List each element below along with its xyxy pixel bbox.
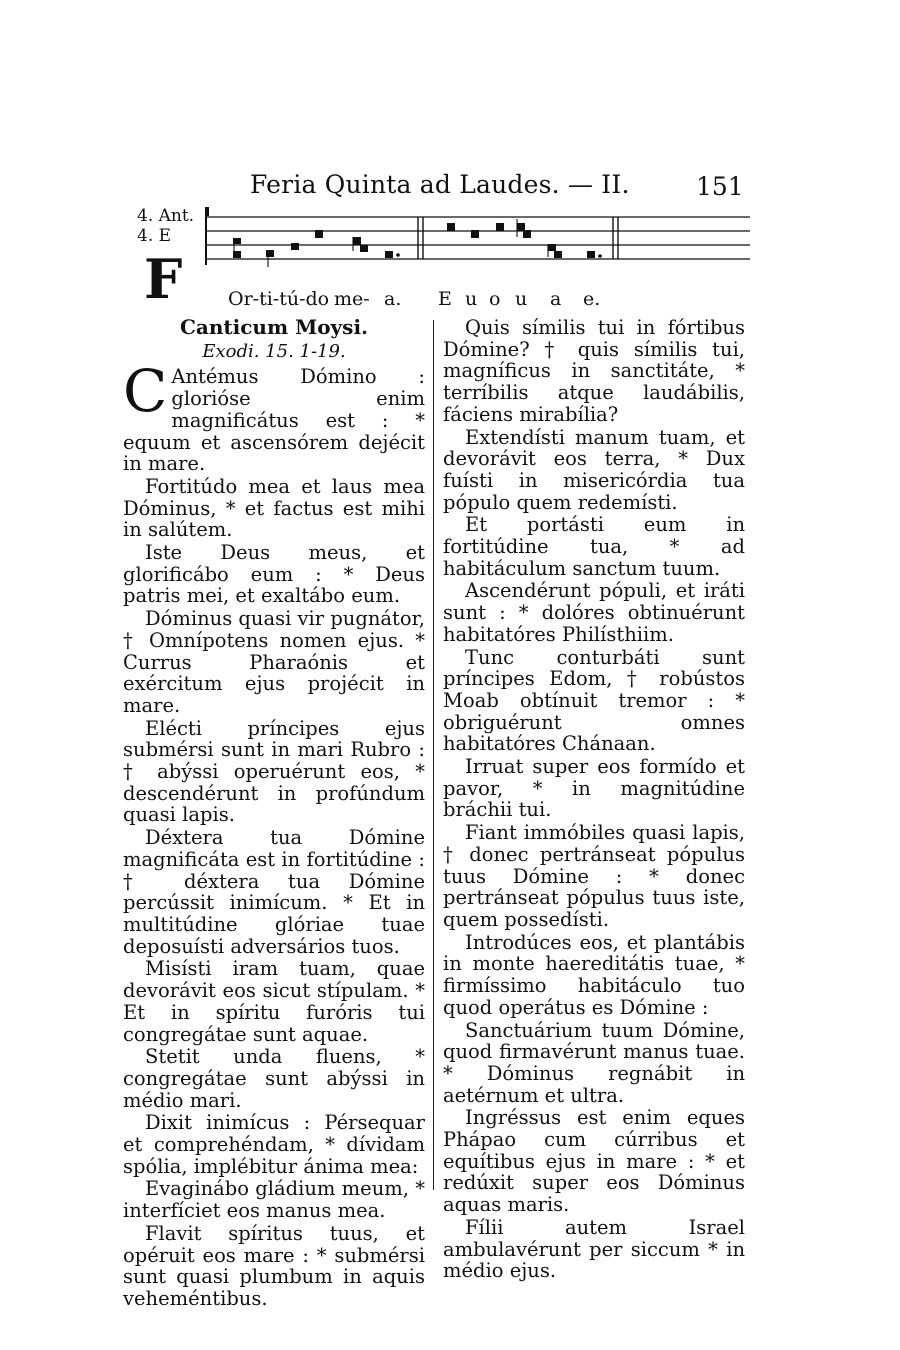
verse: Elécti príncipes ejus submérsi sunt in mari Rubro : † abýssi operuérunt eos, * descendérunt in profúndum quasi lapis.	[123, 716, 425, 827]
verse: Introdúces eos, et plantábis in monte haereditátis tuae, * firmíssimo habitáculo tuo quod operátus es Dómine :	[443, 930, 745, 1019]
verse: Irruat super eos formído et pavor, * in magnitúdine bráchii tui.	[443, 755, 745, 822]
verse: Iste Deus meus, et glorificábo eum : * Deus patris mei, et exaltábo eum.	[123, 541, 425, 608]
right-column	[443, 317, 745, 1283]
column-divider	[433, 320, 434, 1190]
verse: Fortitúdo mea et laus mea Dóminus, * et factus est mihi in salútem.	[123, 474, 425, 542]
chant-staff	[205, 205, 750, 273]
verse: Fílii autem Israel ambulavérunt per siccum * in médio ejus.	[443, 1215, 745, 1283]
verse: Flavit spíritus tuus, et opéruit eos mare : * submérsi sunt quasi plumbum in aquis veheméntibus.	[123, 1221, 425, 1310]
verse: Ascendérunt pópuli, et iráti sunt : * dolóres obtinuérunt habitatóres Philísthiim.	[443, 579, 745, 646]
verse-initial: C	[123, 357, 168, 426]
syllable: Or-ti-tú-do	[228, 288, 330, 310]
antiphon-mode: 4. E	[137, 226, 172, 246]
verse: Fiant immóbiles quasi lapis, † donec pertránseat pópulus tuus Dómine : * donec pertránseat pópulus tuus iste, quem possedísti.	[443, 821, 745, 931]
verse: Tunc conturbáti sunt príncipes Edom, † robústos Moab obtínuit tremor : * obriguérunt omnes habitatóres Chánaan.	[443, 645, 745, 756]
antiphon-label: 4. Ant.	[137, 206, 195, 226]
antiphon-initial: F	[144, 247, 183, 311]
running-title: Feria Quinta ad Laudes. — II.	[250, 170, 630, 199]
canticle-title: Canticum Moysi.	[179, 315, 369, 339]
verse: Déxtera tua Dómine magnificáta est in fortitúdine : † déxtera tua Dómine percússit inimícum. * Et in multitúdine glóriae tuae deposuísti adversários tuos.	[123, 826, 425, 958]
syllable: u	[465, 288, 478, 310]
verse	[123, 357, 425, 476]
syllable: E	[438, 288, 452, 310]
verse: Stetit unda fluens, * congregátae sunt abýssi in médio mari.	[123, 1045, 425, 1112]
verse: Et portásti eum in fortitúdine tua, * ad habitáculum sanctum tuum.	[443, 513, 745, 580]
clef-mark	[205, 207, 209, 216]
syllable: o	[489, 288, 501, 310]
verse-text: Antémus Dómino : gloriόse enim magnificátus est : * equum et ascensόrem dejécit in mare.	[123, 365, 425, 476]
verse: Evaginábo gládium meum, * interfíciet eos manus mea.	[123, 1177, 425, 1223]
syllable: a.	[384, 288, 402, 310]
verse: Ingréssus est enim eques Pháрao cum cúrribus et equítibus ejus in mare : * et redúxit super eos Dóminus aquas maris.	[443, 1106, 745, 1217]
syllable: u	[515, 288, 528, 310]
verse: Dóminus quasi vir pugnátor, † Omnípotens nomen ejus. * Currus Pharaónis et exércitum ejus projécit in mare.	[123, 607, 425, 717]
syllable: me-	[334, 288, 370, 310]
verse: Sanctuárium tuum Dómine, quod firmavérunt manus tuae. * Dóminus regnábit in aetérnum et ultra.	[443, 1018, 745, 1107]
verse: Extendísti manum tuam, et devorávit eos terra, * Dux fuísti in misericórdia tua pópulo quem redemísti.	[443, 425, 745, 514]
verse: Dixit inimícus : Pérsequar et comprehéndam, * dívidam spólia, implébitur ánima mea:	[123, 1111, 425, 1178]
left-column	[123, 317, 425, 1311]
verse: Quis símilis tui in fórtibus Dómine? † quis símilis tui, magníficus in sanctitáte, * terríbilis atque laudábilis, fáciens mirabília?	[443, 316, 745, 426]
right-verses	[443, 317, 745, 1282]
syllable: e.	[583, 288, 601, 310]
canticle-source: Exodi. 15. 1-19.	[202, 340, 346, 362]
verse: Misísti iram tuam, quae devorávit eos sicut stípulam. * Et in spíritu furóris tui congregátae sunt aquae.	[123, 957, 425, 1046]
syllable: a	[550, 288, 562, 310]
page-number: 151	[696, 172, 744, 201]
left-verses	[123, 476, 425, 1310]
